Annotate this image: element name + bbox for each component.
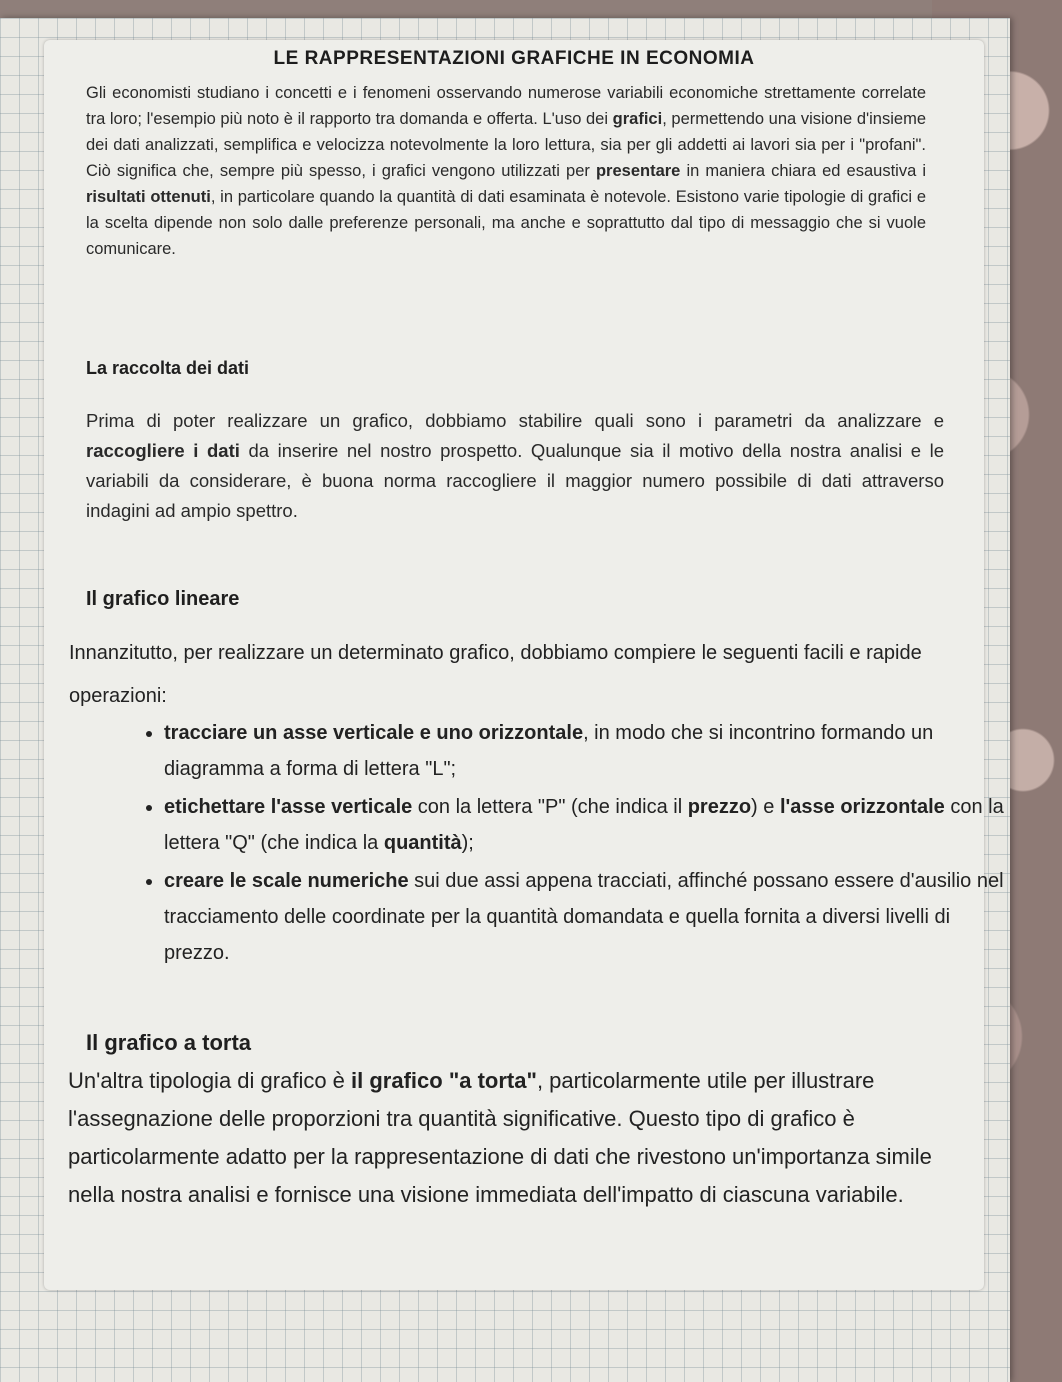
list-item: [164, 789, 1004, 861]
item-2-bold-2: prezzo: [687, 796, 752, 818]
grid-notebook-page: [0, 18, 1010, 1382]
list-item: [164, 863, 1004, 971]
item-3-text: sui due assi appena tracciati, affinché possano essere d'ausilio nel tracciamento delle coordinate per la quantità domandata e quella fornita a diversi livelli di prezzo.: [164, 870, 1004, 964]
item-2-text-3: con la lettera "Q" (che indica la: [164, 796, 1004, 854]
intro-paragraph: [86, 80, 926, 262]
raccolta-text-2: da inserire nel nostro prospetto. Qualunque sia il motivo della nostra analisi e le variabili da considerare, è buona norma raccogliere il maggior numero possibile di dati attraverso indagini ad ampio spettro.: [86, 440, 944, 521]
raccolta-paragraph: [86, 406, 944, 526]
item-2-text-4: );: [461, 832, 474, 854]
raccolta-text-1: Prima di poter realizzare un grafico, dobbiamo stabilire quali sono i parametri da analizzare e: [86, 410, 944, 431]
operations-list: [124, 715, 1004, 973]
torta-text-1: Un'altra tipologia di grafico è: [68, 1068, 352, 1093]
item-1-bold: tracciare un asse verticale e uno orizzontale: [164, 722, 584, 744]
intro-text-1: Gli economisti studiano i concetti e i fenomeni osservando numerose variabili economiche strettamente correlate tra loro; l'esempio più noto è il rapporto tra domanda e offerta. L'uso dei: [86, 84, 926, 128]
item-2-bold-4: quantità: [383, 832, 462, 854]
raccolta-bold: raccogliere i dati: [86, 440, 240, 461]
item-2-text-2: ) e: [751, 796, 780, 818]
intro-text-2: , permettendo una visione d'insieme dei dati analizzati, semplifica e velocizza notevolmente la loro lettura, sia per gli addetti ai lavori sia per i "profani". Ciò significa che, sempre più spesso, i grafici vengono utilizzati per: [86, 110, 926, 180]
intro-bold-risultati: risultati ottenuti: [86, 188, 211, 206]
item-2-text-1: con la lettera "P" (che indica il: [412, 796, 688, 818]
heading-raccolta-dati: La raccolta dei dati: [86, 358, 250, 378]
intro-text-3: in maniera chiara ed esaustiva i: [680, 162, 927, 180]
lineare-intro-paragraph: Innanzitutto, per realizzare un determinato grafico, dobbiamo compiere le seguenti facili e rapide operazioni:: [69, 642, 922, 707]
item-1-text: , in modo che si incontrino formando un diagramma a forma di lettera "L";: [164, 722, 934, 780]
list-item: [164, 715, 1004, 787]
intro-bold-presentare: presentare: [595, 162, 681, 180]
document-title: LE RAPPRESENTAZIONI GRAFICHE IN ECONOMIA: [273, 48, 755, 69]
printed-sheet: [44, 40, 1004, 1290]
torta-paragraph: [68, 1062, 978, 1214]
item-3-bold: creare le scale numeriche: [164, 870, 409, 892]
intro-bold-grafici: grafici: [612, 110, 663, 128]
item-2-bold-1: etichettare l'asse verticale: [164, 796, 413, 818]
torta-bold: il grafico "a torta": [351, 1068, 537, 1093]
item-2-bold-3: l'asse orizzontale: [779, 796, 945, 818]
intro-text-4: , in particolare quando la quantità di dati esaminata è notevole. Esistono varie tipologie di grafici e la scelta dipende non solo dalle preferenze personali, ma anche e soprattutto dal tipo di messaggio che si vuole comunicare.: [86, 188, 926, 258]
torta-text-2: , particolarmente utile per illustrare l'assegnazione delle proporzioni tra quantità significative. Questo tipo di grafico è particolarmente adatto per la rappresentazione di dati che rivestono un'importanza simile nella nostra analisi e fornisce una visione immediata dell'impatto di ciascuna variabile.: [68, 1068, 932, 1207]
heading-grafico-lineare: Il grafico lineare: [86, 588, 240, 610]
heading-grafico-torta: Il grafico a torta: [86, 1030, 252, 1055]
